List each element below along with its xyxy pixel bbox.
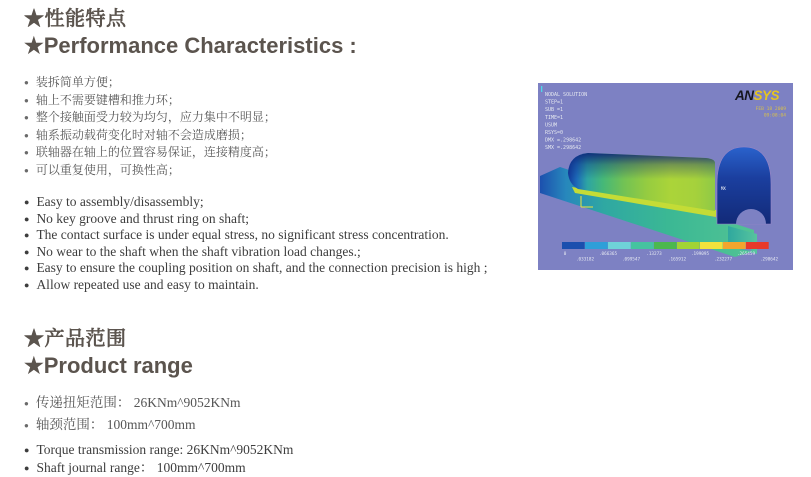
ansys-date: FEB 18 2009 [755,107,786,112]
list-item [24,194,544,211]
colorbar-label: .265459 [736,252,756,257]
performance-list-zh [24,74,544,179]
list-item [24,244,544,261]
colorbar-segment [608,242,631,249]
bullet-icon: ● [24,95,29,105]
ansys-simulation-image [538,83,793,270]
bullet-icon: ● [24,148,29,157]
info-line: SUB =1 [545,107,564,114]
ansys-logo [734,88,780,103]
feature-text: 装拆简单方便； [35,75,120,89]
bullet-icon: ● [24,230,30,240]
bullet-icon: ● [24,421,29,430]
colorbar [562,242,769,249]
list-item [24,162,544,180]
feature-text: 可以重复使用，可换性高； [35,162,180,177]
range-text: Torque transmission range: 26KNm^9052KNm [36,442,294,457]
cursor-tick [541,86,542,92]
bullet-icon: ● [24,165,29,175]
product-range-list-en [24,441,544,477]
colorbar-label: .13273 [646,252,662,257]
info-line: DMX =.298642 [545,137,582,144]
bullet-icon: ● [24,279,30,290]
bullet-icon: ● [24,197,30,207]
info-line: NODAL SOLUTION [545,92,588,98]
colorbar-label: .066365 [598,252,618,257]
feature-text: 整个接触面受力较为均匀，应力集中不明显； [35,110,276,124]
info-line: USUM [545,122,558,129]
list-item [24,260,544,277]
colorbar-label: .199095 [690,252,710,257]
list-item [24,109,544,127]
performance-title-en: ★Performance Characteristics : [24,33,357,58]
list-item [24,227,544,244]
list-item [24,74,544,92]
bullet-icon: ● [24,246,30,257]
range-text: 轴颈范围： 100mm^700mm [35,417,196,432]
product-range-list-zh [24,392,544,436]
feature-text: No key groove and thrust ring on shaft; [36,210,250,226]
feature-text: 轴上不需要键槽和推力环； [35,92,180,107]
info-line: RSYS=0 [545,130,564,136]
product-range-title-zh: ★产品范围 [24,328,127,350]
feature-text: Easy to ensure the coupling position on shaft, and the connection precision is high ; [36,260,488,275]
list-item [24,459,544,477]
bullet-icon: ● [24,263,30,273]
info-line: TIME=1 [545,114,564,121]
list-item [24,414,544,436]
performance-list-en [24,194,544,293]
colorbar-segment [631,242,654,249]
range-text: 传递扭矩范围： 26KNm^9052KNm [35,395,241,410]
colorbar-segment [562,242,585,249]
bullet-icon: ● [24,78,29,87]
feature-text: Allow repeated use and easy to maintain. [36,276,259,292]
colorbar-segment [746,242,769,249]
feature-text: Easy to assembly/disassembly; [36,194,204,209]
colorbar-label: .099547 [621,257,641,263]
list-item [24,127,544,145]
max-marker-label: MX [721,186,726,191]
list-item [24,441,544,459]
ansys-logo-sys: SYS [753,88,780,103]
colorbar-segment [723,242,746,249]
bullet-icon: ● [24,445,30,455]
feature-text: No wear to the shaft when the shaft vibration load changes.; [36,243,361,259]
feature-text: The contact surface is under equal stress, no significant stress concentration. [36,227,449,242]
bullet-icon: ● [24,130,29,140]
list-item [24,277,544,294]
product-range-section [24,326,544,477]
feature-text: 联轴器在轴上的位置容易保证，连接精度高； [35,145,276,159]
ansys-logo-an: AN [735,88,754,103]
colorbar-label: .232277 [713,257,733,263]
colorbar-label: .033182 [575,257,595,263]
list-item [24,92,544,110]
info-line: STEP=1 [545,99,564,106]
colorbar-label: 0 [563,252,567,257]
colorbar-label: .298642 [759,257,779,263]
colorbar-segment [654,242,677,249]
bullet-icon: ● [24,213,30,224]
ansys-time: 09:08:04 [763,113,786,119]
list-item [24,144,544,162]
bullet-icon: ● [24,113,29,122]
bullet-icon: ● [24,399,29,408]
info-line: SMX =.298642 [545,145,582,152]
product-range-title-en: ★Product range [24,353,193,378]
range-text: Shaft journal range： 100mm^700mm [36,460,246,475]
performance-section [24,6,544,293]
feature-text: 轴系振动载荷变化时对轴不会造成磨损； [35,127,252,142]
colorbar-segment [677,242,700,249]
performance-title-zh: ★性能特点 [24,8,127,30]
colorbar-segment [585,242,608,249]
colorbar-segment [700,242,723,249]
colorbar-label: .165912 [667,257,687,263]
bullet-icon: ● [24,463,30,473]
list-item [24,392,544,414]
list-item [24,211,544,228]
